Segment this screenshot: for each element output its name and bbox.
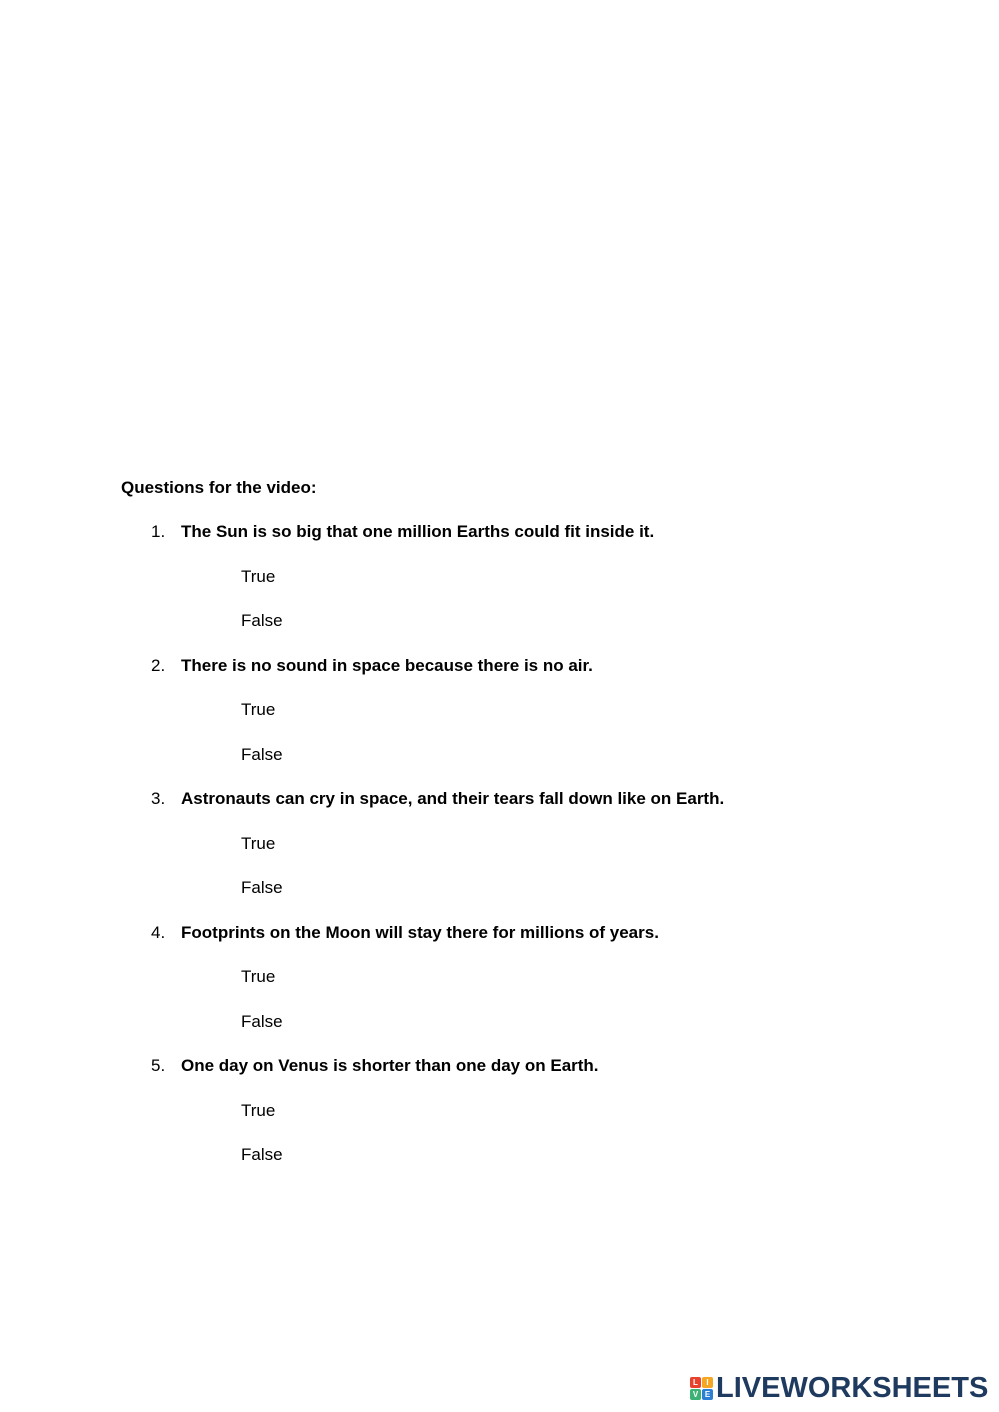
option-true[interactable]: True — [241, 700, 276, 719]
question-number: 1. — [151, 522, 166, 541]
question-text: One day on Venus is shorter than one day on Earth. — [181, 1056, 599, 1075]
question-number: 5. — [151, 1056, 166, 1075]
question-number: 3. — [151, 789, 166, 808]
logo-mark-icon — [690, 1377, 713, 1400]
logo-letter: V — [690, 1389, 701, 1400]
option-false[interactable]: False — [241, 745, 283, 764]
option-true[interactable]: True — [241, 967, 276, 986]
section-heading: Questions for the video: — [121, 478, 317, 497]
question-number: 2. — [151, 656, 166, 675]
question-text: Astronauts can cry in space, and their tears fall down like on Earth. — [181, 789, 725, 808]
option-false[interactable]: False — [241, 1012, 283, 1031]
option-false[interactable]: False — [241, 1145, 283, 1164]
option-true[interactable]: True — [241, 567, 276, 586]
question-text: There is no sound in space because there is no air. — [181, 656, 593, 675]
question-text: Footprints on the Moon will stay there for millions of years. — [181, 923, 659, 942]
question-text: The Sun is so big that one million Earths could fit inside it. — [181, 522, 655, 541]
option-false[interactable]: False — [241, 611, 283, 630]
option-true[interactable]: True — [241, 834, 276, 853]
logo-letter: E — [702, 1389, 713, 1400]
liveworksheets-logo — [690, 1372, 988, 1404]
logo-letter: I — [702, 1377, 713, 1388]
logo-letter: L — [690, 1377, 701, 1388]
logo-wordmark: LIVEWORKSHEETS — [716, 1372, 989, 1404]
question-number: 4. — [151, 923, 166, 942]
option-false[interactable]: False — [241, 878, 283, 897]
option-true[interactable]: True — [241, 1101, 276, 1120]
